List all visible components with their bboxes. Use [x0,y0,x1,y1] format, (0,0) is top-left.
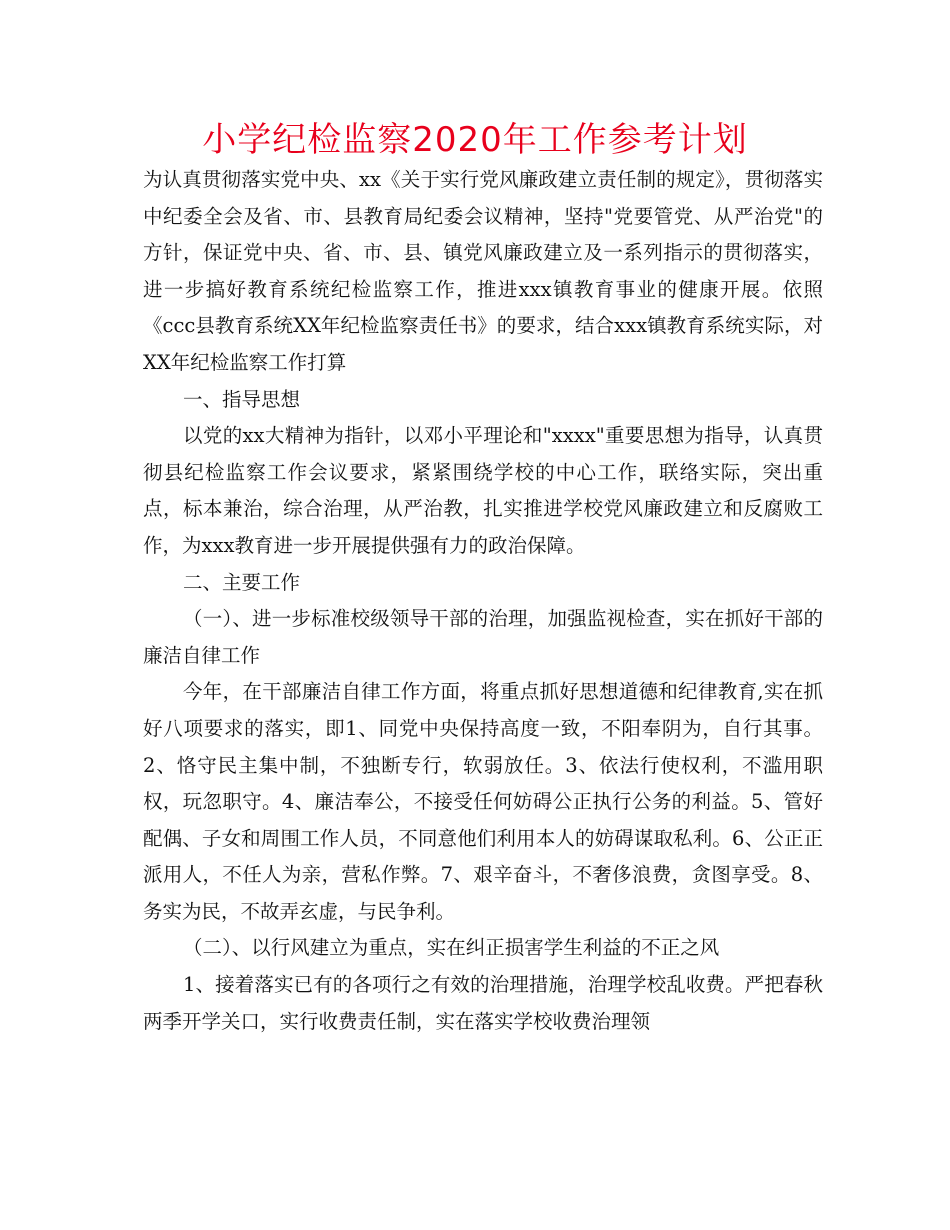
intro-paragraph: 为认真贯彻落实党中央、xx《关于实行党风廉政建立责任制的规定》，贯彻落实中纪委全会及省、市、县教育局纪委会议精神，坚持"党要管党、从严治党"的方针，保证党中央、省、市、县、镇党风廉政建立及一系列指示的贯彻落实，进一步搞好教育系统纪检监察工作，推进xxx镇教育事业的健康开展。依照《ccc县教育系统XX年纪检监察责任书》的要求，结合xxx镇教育系统实际，对XX年纪检监察工作打算 [143,168,823,374]
section-heading-main-work: 二、主要工作 [183,570,301,594]
subsection-heading-2: （二）、以行风建立为重点，实在纠正损害学生利益的不正之风 [183,936,720,960]
subsection-heading-1: （一）、进一步标准校级领导干部的治理，加强监视检查，实在抓好干部的廉洁自律工作 [143,607,823,667]
document-title: 小学纪检监察2020年工作参考计划 [202,120,748,160]
self-discipline-paragraph: 今年，在干部廉洁自律工作方面，将重点抓好思想道德和纪律教育,实在抓好八项要求的落实，即1、同党中央保持高度一致，不阳奉阴为，自行其事。2、恪守民主集中制，不独断专行，软弱放任。3、依法行使权利，不滥用职权，玩忽职守。4、廉洁奉公，不接受任何妨碍公正执行公务的利益。5、管好配偶、子女和周围工作人员，不同意他们利用本人的妨碍谋取私利。6、公正正派用人，不任人为亲，营私作弊。7、艰辛奋斗，不奢侈浪费，贪图享受。8、务实为民，不故弄玄虚，与民争利。 [143,680,823,923]
fee-governance-paragraph: 1、接着落实已有的各项行之有效的治理措施，治理学校乱收费。严把春秋两季开学关口，实行收费责任制，实在落实学校收费治理领 [143,973,823,1033]
guiding-ideology-paragraph: 以党的xx大精神为指针，以邓小平理论和"xxxx"重要思想为指导，认真贯彻县纪检监察工作会议要求，紧紧围绕学校的中心工作，联络实际，突出重点，标本兼治，综合治理，从严治教，扎实推进学校党风廉政建立和反腐败工作，为xxx教育进一步开展提供强有力的政治保障。 [143,424,823,557]
document-body [143,162,823,1040]
section-heading-guiding-ideology: 一、指导思想 [183,387,301,411]
